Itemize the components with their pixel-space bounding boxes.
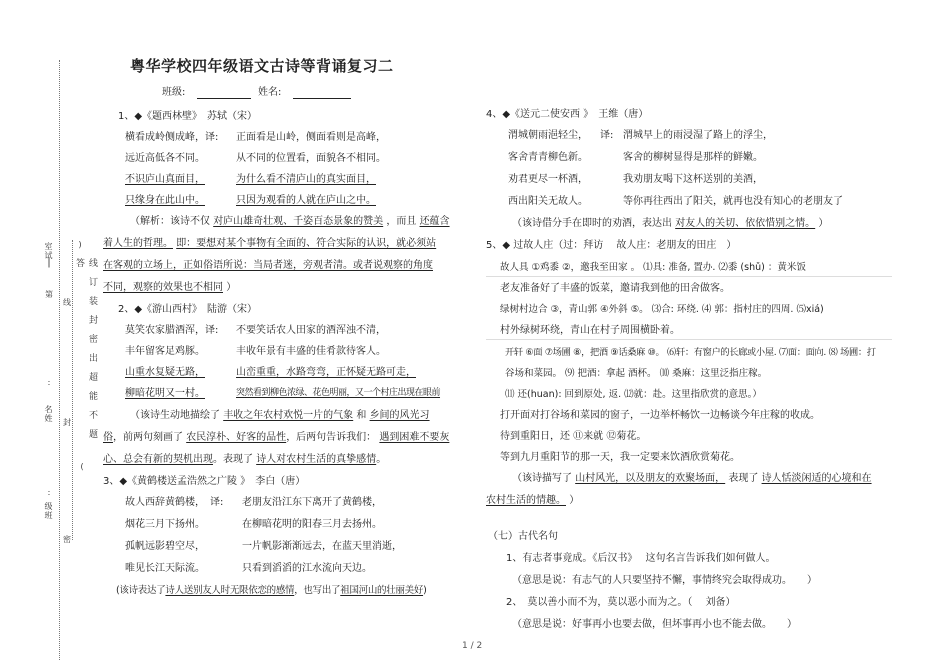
poem1-heading: 1、◆《题西林壁》 苏轼（宋）: [118, 111, 258, 122]
poem5-note-e: 农村生活的情趣。: [486, 495, 566, 506]
poem5-divider-1: [486, 276, 892, 277]
poem2-heading: 2、◆《游山西村》 陆游（宋）: [118, 304, 258, 315]
poem4-note-a: （该诗借分手在即时的劝酒，表达出: [512, 218, 672, 229]
poem1-trans4: 只因为观看的人就在庐山之中。: [236, 195, 376, 206]
poem2-note-2e: 遇到困难不要灰: [379, 432, 450, 443]
binding-name-label: 名姓: [44, 405, 53, 423]
poem5-line6: 谷场和菜园。 ⑼ 把酒：拿起 酒杯。 ⑽ 桑麻：这里泛指庄稼。: [505, 368, 768, 379]
poem1-line3: 不识庐山真面目，: [125, 174, 205, 185]
poem1-note-line2: [103, 237, 436, 250]
poem1-note-4-end: ）: [226, 282, 237, 293]
page-number: 1 / 2: [462, 641, 483, 651]
poem1-note-line1: [130, 215, 450, 228]
poem1-trans1: 正面看是山岭，侧面看则是高峰，: [236, 132, 386, 143]
poem2-note-2d: ，后两句告诉我们：: [286, 432, 377, 443]
poem4-line2: 客舍青青柳色新。: [508, 152, 588, 163]
binding-classroom-label: 室试: [44, 242, 53, 260]
poem4-line4: 西出阳关无故人。: [508, 196, 588, 207]
poem2-line3: 山重水复疑无路，: [125, 367, 205, 378]
section7-item2-meaning: （意思是说：好事再小也要去做，但坏事再小也不能去做。 ）: [512, 619, 797, 630]
poem1-note-2b: 即：要想对某个事物有全面的、符合实际的认识，就必须站: [176, 238, 437, 249]
poem2-note-b: 丰收之年农村欢悦一片的气象: [223, 410, 354, 421]
poem2-note-line2: [103, 431, 449, 444]
poem4-note-c: ）: [818, 218, 829, 229]
binding-blank-1: [49, 258, 50, 268]
poem3-note-b: 诗人送别友人时无限依恋的感情: [165, 585, 295, 596]
poem5-line9: 待到重阳日，还 ⑪来就 ⑫菊花。: [500, 431, 647, 442]
poem1-note-2a: 着人生的哲理。: [103, 238, 173, 249]
binding-feng-outer: 封: [63, 418, 71, 427]
poem4-line3: 劝君更尽一杯酒，: [508, 174, 588, 185]
poem2-note-a: （该诗生动地描绘了: [130, 410, 220, 421]
poem3-line4: 唯见长江天际流。: [125, 563, 205, 574]
poem1-note-a: （解析：该诗不仅: [130, 216, 210, 227]
binding-room-label: 第: [45, 290, 53, 299]
poem4-note: [512, 217, 828, 230]
poem1-note-line4: [103, 281, 236, 294]
class-blank[interactable]: [197, 87, 251, 99]
poem4-trans3: 我劝朋友喝下这杯送别的美酒，: [623, 174, 763, 185]
binding-vertical-notice: 线订装封密出超能不题答: [74, 258, 97, 448]
poem3-trans4: 只看到滔滔的江水流向天边。: [242, 563, 372, 574]
poem5-line5: 开轩 ⑥面 ⑦场圃 ⑧，把酒 ⑨话桑麻 ⑩。 ⑹轩：有窗户的长廊或小屋. ⑺面：面向. ⑻ 场圃：打: [505, 347, 876, 358]
poem3-note-c: ，也写出了: [294, 585, 341, 596]
poem3-note-d: 祖国河山的壮丽美好: [340, 585, 424, 596]
poem2-note-c: 和: [356, 410, 367, 421]
poem2-line1: 莫笑农家腊酒浑，译:: [125, 325, 219, 336]
poem5-line10: 等到九月重阳节的那一天，我一定要来饮酒欣赏菊花。: [500, 452, 740, 463]
poem5-note-line1: [512, 472, 872, 485]
section7-item1: 1、有志者事竟成。《后汉书》 这句名言告诉我们如何做人。: [506, 553, 776, 564]
poem3-note-e: ): [423, 585, 427, 596]
binding-colon-2: :: [47, 488, 51, 497]
name-blank[interactable]: [293, 87, 351, 99]
poem2-note-d: 乡间的风光习: [369, 410, 430, 421]
binding-mi-outer: 密: [63, 535, 71, 544]
poem3-trans2: 在柳暗花明的阳春三月去扬州。: [242, 519, 382, 530]
page-title: 粤华学校四年级语文古诗等背诵复习二: [130, 57, 394, 75]
poem5-line3: 绿树村边合 ③，青山郭 ④外斜 ⑤。 ⑶合: 环绕. ⑷ 郭：指村庄的四周. ⑸xiá): [500, 304, 824, 315]
binding-grade-label: 级班: [44, 502, 53, 520]
binding-dotted-line: [59, 60, 60, 660]
poem5-divider-2: [486, 339, 892, 340]
section7-heading: （七）古代名句: [488, 531, 558, 542]
poem2-note-3d: 。: [376, 454, 387, 465]
poem2-note-2b: ，前两句刻画了: [113, 432, 183, 443]
poem3-trans3: 一片帆影渐渐远去，在蓝天里消逝，: [242, 541, 402, 552]
name-field: [258, 86, 351, 99]
poem5-line1: 故人具 ①鸡黍 ②，邀我至田家 。 ⑴具: 准备, 置办. ⑵黍 (shǔ) ：黄米饭: [500, 262, 806, 273]
poem3-line3: 孤帆远影碧空尽，: [125, 541, 205, 552]
poem2-line4: 柳暗花明又一村。: [125, 388, 205, 399]
poem1-line1: 横看成岭侧成峰，译:: [125, 132, 219, 143]
section7-item2: 2、 莫以善小而不为，莫以恶小而为之。（ 刘备）: [506, 597, 736, 608]
poem2-note-line3: [103, 453, 386, 466]
poem2-trans3: 山峦重重，水路弯弯，正怀疑无路可走，: [236, 367, 416, 378]
poem5-line7: ⑾ 还(huan): 回到原处, 返. ⑿就：赴。这里指欣赏的意思。）: [505, 389, 762, 400]
poem3-note: [116, 584, 426, 597]
binding-paren-open: ): [78, 240, 82, 249]
poem2-trans4: 突然看到柳色浓绿、花色明丽，又一个村庄出现在眼前: [236, 388, 441, 398]
poem2-note-2c: 农民淳朴、好客的品性: [186, 432, 287, 443]
name-label: 姓名:: [258, 87, 282, 98]
section7-item1-meaning: （意思是说：有志气的人只要坚持不懈，事情终究会取得成功。 ）: [512, 575, 817, 586]
poem1-note-c: ，而且: [386, 216, 417, 227]
poem4-line1: 渭城朝雨浥轻尘，: [508, 130, 588, 141]
poem5-note-b: 山村风光，以及朋友的欢聚场面，: [575, 473, 726, 484]
binding-xian-outer: 线: [63, 298, 71, 307]
poem2-trans1: 不要笑话农人田家的酒浑浊不清，: [236, 325, 386, 336]
poem1-note-line3: 在客观的立场上，正如俗语所说：当局者迷，旁观者清。或者说观察的角度: [103, 260, 433, 271]
poem1-trans2: 从不同的位置看，面貌各不相同。: [236, 153, 386, 164]
poem5-note-a: （该诗描写了: [512, 473, 572, 484]
poem2-trans2: 丰收年景有丰盛的佳肴款待客人。: [236, 346, 386, 357]
poem2-note-2a: 俗: [103, 432, 113, 443]
poem2-note-3c: 诗人对农村生活的真挚感情: [256, 454, 377, 465]
poem4-trans2: 客舍的柳树显得是那样的鲜嫩。: [623, 152, 763, 163]
poem2-note-3a: 心、总会有新的契机出现: [103, 454, 213, 465]
poem1-note-b: 对庐山雄奇壮观、千姿百态景象的赞美: [213, 216, 384, 227]
binding-colon-1: :: [47, 378, 51, 387]
poem4-note-b: 对友人的关切、依依惜别之情。: [675, 218, 816, 229]
binding-paren-close: (: [80, 462, 84, 471]
poem1-note-d: 还蕴含: [419, 216, 450, 227]
poem3-note-a: (该诗表达了: [116, 585, 166, 596]
poem5-line4: 村外绿树环绕，青山在村子周围横卧着。: [500, 325, 680, 336]
poem4-trans1: 渭城早上的雨浸湿了路上的浮尘，: [623, 130, 773, 141]
poem2-note-line1: [130, 409, 430, 422]
poem5-heading: 5、◆ 过故人庄（过：拜访 故人庄：老朋友的田庄 ）: [486, 240, 737, 251]
poem5-note-f: ）: [569, 495, 580, 506]
poem1-note-4: 不同，观察的效果也不相同: [103, 282, 223, 293]
poem4-trans4: 等你再往西出了阳关，就再也没有知心的老朋友了: [623, 196, 843, 207]
class-label: 班级:: [162, 87, 186, 98]
poem3-line1: 故人西辞黄鹤楼， 译:: [125, 497, 224, 508]
poem5-note-d: 诗人恬淡闲适的心境和在: [761, 473, 872, 484]
poem2-line2: 丰年留客足鸡豚。: [125, 346, 205, 357]
poem3-heading: 3、◆《黄鹤楼送孟浩然之广陵 》 李白（唐）: [103, 476, 306, 487]
poem5-line8: 打开面对打谷场和菜园的窗子，一边举杯畅饮一边畅谈今年庄稼的收成。: [500, 410, 820, 421]
poem1-line4: 只缘身在此山中。: [125, 195, 205, 206]
poem4-mid1: 译:: [600, 130, 614, 141]
poem4-heading: 4、◆《送元二使安西 》 王维（唐）: [486, 109, 649, 120]
class-field: [162, 86, 251, 99]
poem5-note-line2: [486, 494, 579, 507]
poem2-note-3b: 。表现了: [213, 454, 253, 465]
poem5-note-c: 表现了: [728, 473, 759, 484]
poem1-line2: 远近高低各不同。: [125, 153, 205, 164]
poem5-line2: 老友准备好了丰盛的饭菜，邀请我到他的田舍做客。: [500, 283, 730, 294]
poem3-trans1: 老朋友沿江东下离开了黄鹤楼，: [242, 497, 382, 508]
poem3-line2: 烟花三月下扬州。: [125, 519, 205, 530]
poem1-trans3: 为什么看不清庐山的真实面目，: [236, 174, 376, 185]
